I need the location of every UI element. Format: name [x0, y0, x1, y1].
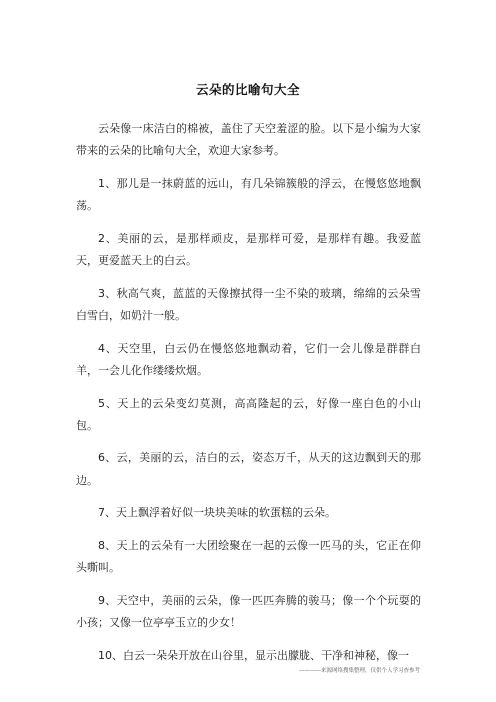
simile-item-4: 4、天空里，白云仍在慢悠悠地飘动着，它们一会儿像是群群白羊，一会儿化作缕缕炊烟。	[76, 341, 421, 377]
simile-item-9: 9、天空中，美丽的云朵，像一匹匹奔腾的骏马；像一个个玩耍的小孩；又像一位亭亭玉立的少女！	[76, 593, 421, 630]
simile-item-5: 5、天上的云朵变幻莫测，高高隆起的云，好像一座白色的小山包。	[76, 396, 421, 432]
intro-paragraph: 云朵像一床洁白的棉被，盖住了天空羞涩的脸。以下是小编为大家带来的云朵的比喻句大全，欢迎大家参考。	[76, 122, 421, 158]
document-body	[76, 118, 421, 678]
source-footer: ————来源网络搜集整理，仅供个人学习查参考	[298, 668, 420, 674]
simile-item-2: 2、美丽的云，是那样顽皮，是那样可爱，是那样有趣。我爱蓝天，更爱蓝天上的白云。	[76, 231, 421, 268]
simile-item-3: 3、秋高气爽，蓝蓝的天像擦拭得一尘不染的玻璃，绵绵的云朵雪白雪白，如奶汁一般。	[76, 286, 421, 322]
simile-item-10: 10、白云一朵朵开放在山谷里，显示出朦胧、干净和神秘，像一	[98, 648, 409, 662]
simile-item-7: 7、天上飘浮着好似一块块美味的软蛋糕的云朵。	[98, 506, 336, 520]
simile-item-8: 8、天上的云朵有一大团绘聚在一起的云像一匹马的头，它正在仰头嘶叫。	[76, 539, 421, 575]
simile-item-6: 6、云，美丽的云，洁白的云，姿态万千，从天的这边飘到天的那边。	[76, 451, 421, 487]
document-title: 云朵的比喻句大全	[195, 82, 300, 97]
simile-item-1: 1、那儿是一抹蔚蓝的远山，有几朵锦簇般的浮云，在慢悠悠地飘荡。	[76, 176, 421, 213]
